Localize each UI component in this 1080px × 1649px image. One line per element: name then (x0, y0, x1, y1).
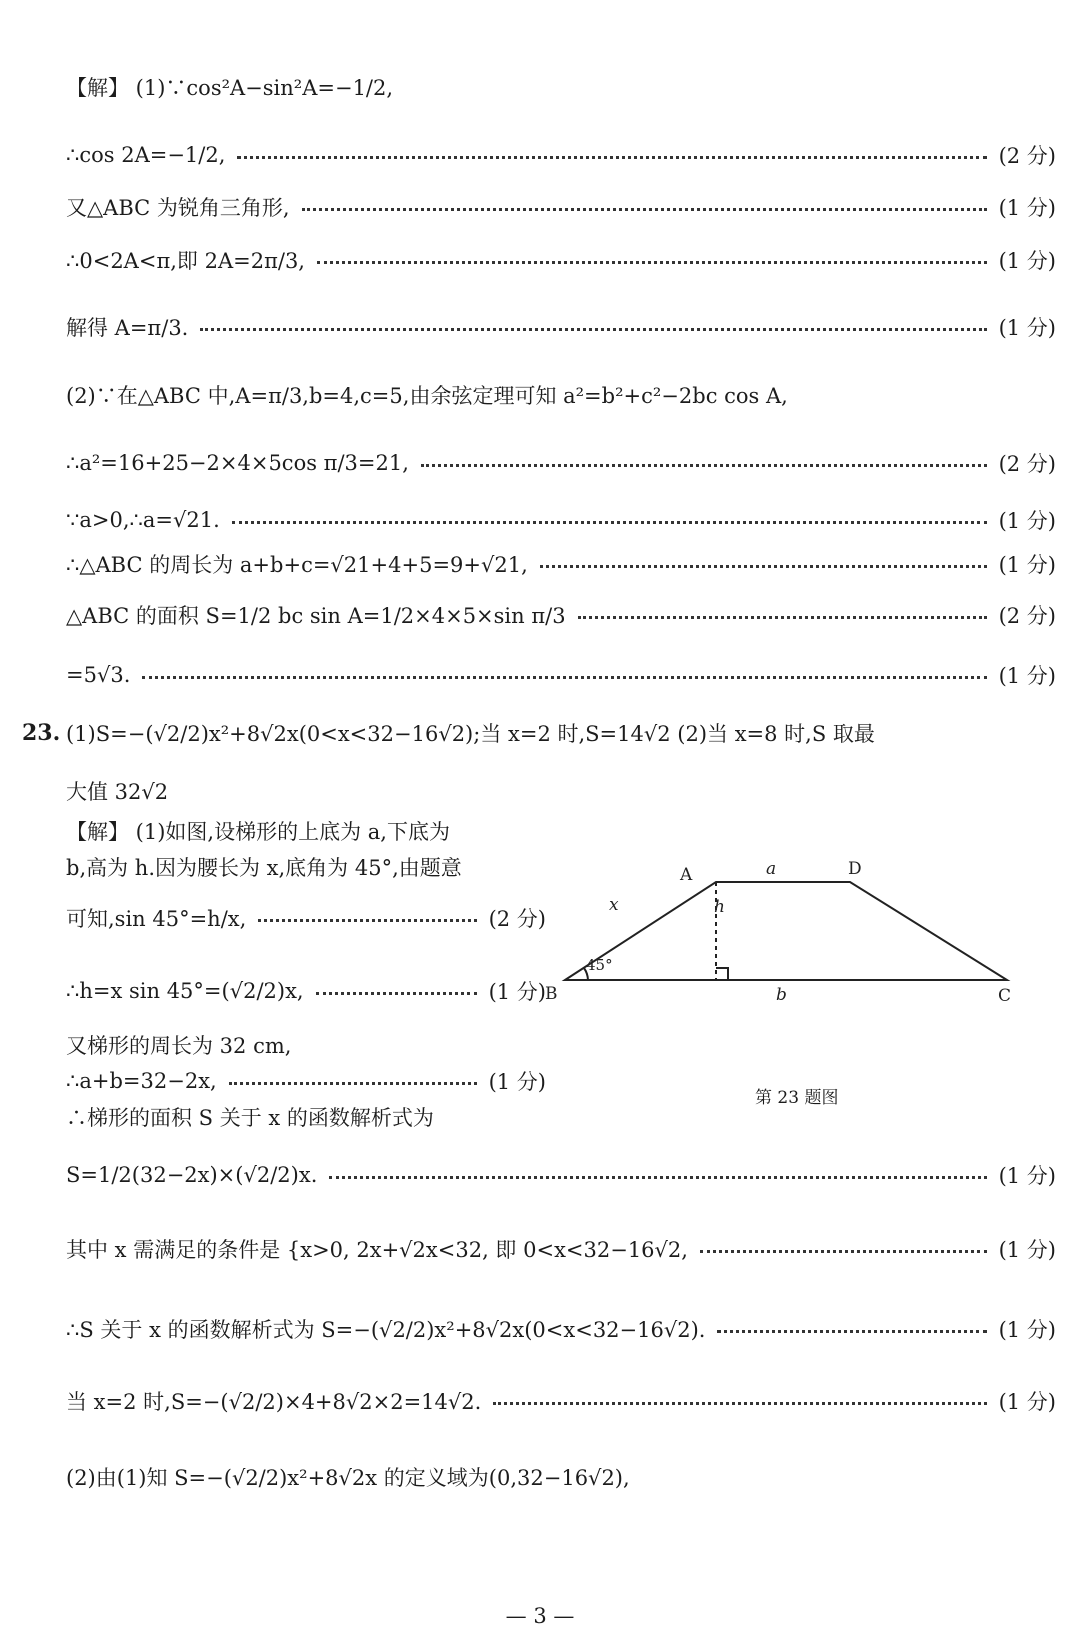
line-text: 【解】 (1)∵cos²A−sin²A=−1/2, (66, 76, 394, 100)
line-text: ∴a²=16+25−2×4×5cos π/3=21, (66, 451, 409, 475)
vertex-label-c: C (998, 986, 1012, 1006)
question-number: 23. (22, 720, 61, 746)
score-mark: (1 分) (998, 1238, 1056, 1262)
dot-leader (421, 464, 987, 467)
score-mark: (1 分) (998, 1164, 1056, 1188)
page-number: — 3 — (505, 1604, 575, 1628)
solution-line (66, 505, 1056, 535)
line-text: ∴△ABC 的周长为 a+b+c=√21+4+5=9+√21, (66, 553, 528, 577)
line-text: 解得 A=π/3. (66, 316, 189, 340)
line-text: (1)S=−(√2/2)x²+8√2x(0<x<32−16√2);当 x=2 时,S=14√2 (2)当 x=8 时,S 取最 (66, 722, 875, 746)
line-text: ∴h=x sin 45°=(√2/2)x, (66, 979, 304, 1003)
line-text: =5√3. (66, 663, 131, 687)
solution-line (66, 660, 1056, 690)
score-mark: (2 分) (998, 144, 1056, 168)
line-text: (2)∵在△ABC 中,A=π/3,b=4,c=5,由余弦定理可知 a²=b²+c²−2bc cos A, (66, 384, 788, 408)
solution-line (66, 245, 1056, 275)
dot-leader (717, 1330, 986, 1333)
vertex-label-a: A (680, 865, 693, 885)
solution-line (66, 1462, 1056, 1492)
solution-line (66, 1234, 1056, 1264)
answer-line (66, 776, 1056, 806)
score-mark: (1 分) (998, 1318, 1056, 1342)
line-text: ∴S 关于 x 的函数解析式为 S=−(√2/2)x²+8√2x(0<x<32−16√2). (66, 1318, 706, 1342)
side-label-b: b (776, 985, 787, 1005)
line-text: 大值 32√2 (66, 780, 169, 804)
score-mark: (1 分) (998, 509, 1056, 533)
dot-leader (700, 1250, 987, 1253)
dot-leader (302, 208, 987, 211)
line-text: 又△ABC 为锐角三角形, (66, 196, 290, 220)
dot-leader (142, 676, 986, 679)
angle-label: 45° (586, 956, 613, 974)
solution-line (66, 903, 546, 933)
dot-leader (229, 1082, 477, 1085)
dot-leader (493, 1402, 986, 1405)
vertex-label-b: B (545, 984, 558, 1004)
solution-line (66, 140, 1056, 170)
line-text: ∵a>0,∴a=√21. (66, 508, 220, 532)
line-text: ∴0<2A<π,即 2A=2π/3, (66, 249, 305, 273)
solution-line (66, 1066, 546, 1096)
score-mark: (2 分) (488, 907, 546, 931)
score-mark: (1 分) (488, 1070, 546, 1094)
score-mark: (1 分) (998, 664, 1056, 688)
score-mark: (2 分) (998, 604, 1056, 628)
solution-line (66, 448, 1056, 478)
solution-text: b,高为 h.因为腰长为 x,底角为 45°,由题意 (66, 856, 462, 880)
solution-intro-line (66, 72, 1056, 102)
solution-line (66, 600, 1056, 630)
solution-line (66, 549, 1056, 579)
line-text: △ABC 的面积 S=1/2 bc sin A=1/2×4×5×sin π/3 (66, 604, 566, 628)
dot-leader (258, 919, 476, 922)
trapezoid-outline (565, 882, 1007, 980)
score-mark: (2 分) (998, 452, 1056, 476)
dot-leader (540, 565, 987, 568)
line-text: (2)由(1)知 S=−(√2/2)x²+8√2x 的定义域为(0,32−16√2), (66, 1466, 630, 1490)
vertex-label-d: D (848, 859, 862, 879)
score-mark: (1 分) (998, 249, 1056, 273)
figure-caption: 第 23 题图 (755, 1088, 839, 1108)
score-mark: (1 分) (998, 553, 1056, 577)
solution-line (66, 1386, 1056, 1416)
line-text: S=1/2(32−2x)×(√2/2)x. (66, 1163, 318, 1187)
score-mark: (1 分) (488, 980, 546, 1004)
solution-line (66, 1160, 1056, 1190)
score-mark: (1 分) (998, 196, 1056, 220)
solution-line (66, 1314, 1056, 1344)
solution-text: 【解】 (1)如图,设梯形的上底为 a,下底为 (66, 820, 450, 844)
dot-leader (329, 1176, 986, 1179)
solution-text: 又梯形的周长为 32 cm, (66, 1034, 292, 1058)
solution-line (66, 976, 546, 1006)
score-mark: (1 分) (998, 316, 1056, 340)
dot-leader (317, 261, 987, 264)
right-angle-mark (716, 968, 728, 980)
answer-line (66, 718, 1056, 748)
solution-text: ∴梯形的面积 S 关于 x 的函数解析式为 (66, 1106, 434, 1130)
line-text: 可知,sin 45°=h/x, (66, 907, 247, 931)
solution-line (66, 192, 1056, 222)
dot-leader (200, 328, 986, 331)
trapezoid-figure (545, 852, 1060, 1072)
dot-leader (316, 992, 477, 995)
line-text: ∴a+b=32−2x, (66, 1069, 217, 1093)
dot-leader (232, 521, 987, 524)
score-mark: (1 分) (998, 1390, 1056, 1414)
side-label-x: x (609, 895, 619, 915)
line-text: 其中 x 需满足的条件是 {x>0, 2x+√2x<32, 即 0<x<32−16√2, (66, 1238, 688, 1262)
line-text: ∴cos 2A=−1/2, (66, 143, 226, 167)
solution-line (66, 380, 1056, 410)
dot-leader (237, 156, 986, 159)
side-label-h: h (714, 897, 725, 917)
dot-leader (578, 616, 987, 619)
side-label-a: a (766, 859, 777, 879)
solution-line (66, 312, 1056, 342)
line-text: 当 x=2 时,S=−(√2/2)×4+8√2×2=14√2. (66, 1390, 482, 1414)
